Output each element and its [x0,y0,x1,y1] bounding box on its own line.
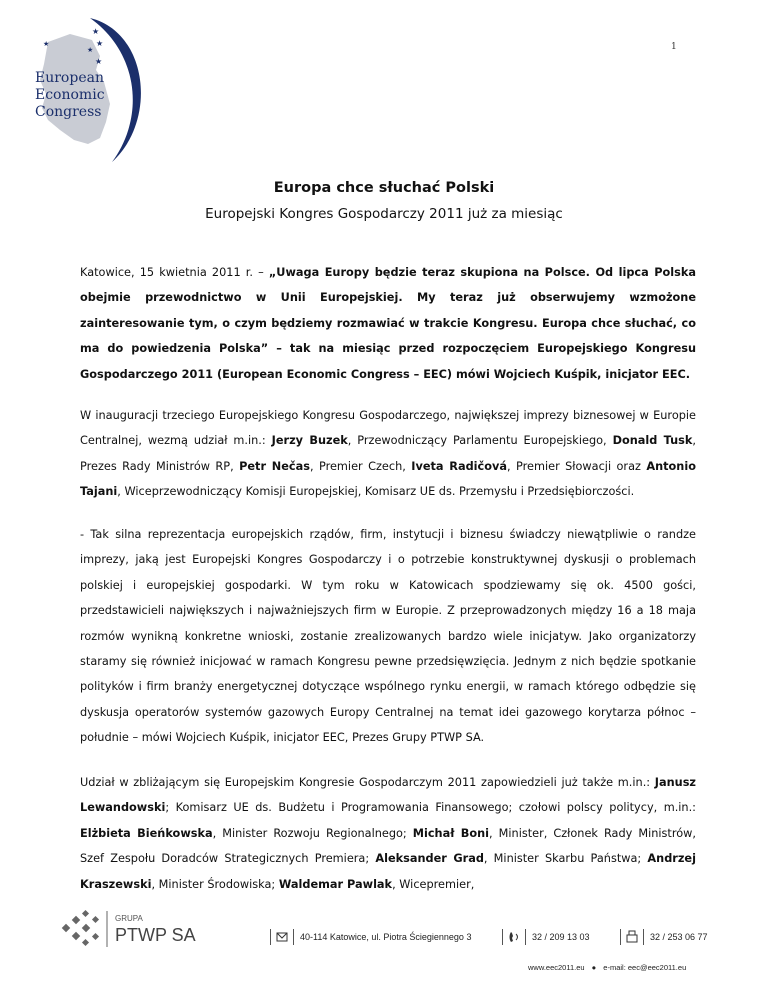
footer-web [528,963,686,972]
person-name: Jerzy Buzek [271,434,348,448]
footer-fax: 32 / 253 06 77 [650,932,708,942]
ptwp-diamond-icon [62,910,99,946]
lead-quote: „Uwaga Europy będzie teraz skupiona na Polsce. Od lipca Polska obejmie przewodnictwo w Unii Europejskiej. My teraz już obserwujemy wzmożone zainteresowanie tym, o czym będziemy rozmawiać w trakcie Kongresu. Europa chce słuchać, co ma do powiedzenia Polska” – tak na miesiąc przed rozpoczęciem Europejskiego Kongresu Gospodarczego 2011 (European Economic Congress – EEC) mówi Wojciech Kuśpik, inicjator EEC. [80,266,696,381]
company-group-label: GRUPA [115,914,143,923]
dateline: Katowice, 15 kwietnia 2011 r. – [80,266,269,279]
fax-icon [620,929,644,945]
company-name: PTWP SA [115,925,196,945]
person-name: Elżbieta Bieńkowska [80,826,213,840]
svg-text:Congress: Congress [35,104,102,120]
person-name: Aleksander Grad [375,852,484,866]
footer-contacts [270,929,720,949]
email-link[interactable]: e-mail: eec@eec2011.eu [603,963,687,972]
person-name: Petr Nečas [239,459,310,473]
person-name: Donald Tusk [612,434,693,448]
svg-text:European: European [35,70,104,86]
separator-dot: ● [591,963,597,972]
person-name: Andrzej Kraszewski [80,852,696,891]
person-name: Janusz Lewandowski [80,776,696,815]
person-name: Waldemar Pawlak [278,877,393,891]
european-economic-congress-logo [30,12,170,170]
person-name: Iveta Radičová [411,459,507,473]
svg-text:★: ★ [95,57,103,66]
paragraph-participants: Udział w zbliżającym się Europejskim Kongresie Gospodarczym 2011 zapowiedzieli już także m.in.: Janusz Lewandowski; Komisarz UE ds. Budżetu i Programowania Finansowego; czołowi polscy politycy, m.in.: Elżbieta Bieńkowska, Minister Rozwoju Regionalnego; Michał Boni, Minister, Członek Rady Ministrów, Szef Zespołu Doradców Strategicznych Premiera; Aleksander Grad, Minister Skarbu Państwa; Andrzej Kraszewski, Minister Środowiska; Waldemar Pawlak, Wicepremier, [80,776,696,891]
svg-text:Economic: Economic [35,87,105,103]
footer-address: 40-114 Katowice, ul. Piotra Ściegiennego 3 [300,932,472,942]
svg-text:★: ★ [96,39,104,48]
website-link[interactable]: www.eec2011.eu [528,963,585,972]
page-number: 1 [671,42,677,52]
paragraph-guests: W inauguracji trzeciego Europejskiego Kongresu Gospodarczego, największej imprezy biznesowej w Europie Centralnej, wezmą udział m.in.: Jerzy Buzek, Przewodniczący Parlamentu Europejskiego, Donald Tusk, Prezes Rady Ministrów RP, Petr Nečas, Premier Czech, Iveta Radičová, Premier Słowacji oraz Antonio Tajani, Wiceprzewodniczący Komisji Europejskiej, Komisarz UE ds. Przemysłu i Przedsiębiorczości. [80,409,696,499]
ptwp-logo [55,907,205,957]
svg-text:★: ★ [92,27,100,36]
footer-phone: 32 / 209 13 03 [532,932,590,942]
phone-icon [502,929,526,945]
paragraph-quote: - Tak silna reprezentacja europejskich rządów, firm, instytucji i biznesu świadczy niewątpliwie o randze imprezy, jaką jest Europejski Kongres Gospodarczy i o potrzebie konstruktywnej dyskusji o problemach polskiej i europejskiej gospodarki. W tym roku w Katowicach spodziewamy się ok. 4500 gości, przedstawicieli największych i najważniejszych firm w Europie. Z przeprowadzonych między 16 a 18 maja rozmów wynikną konkretne wnioski, zostanie zrealizowanych bardzo wiele inicjatyw. Jako organizatorzy staramy się również inicjować w ramach Kongresu pewne przedsięwzięcia. Jednym z nich będzie spotkanie polityków i firm branży energetycznej dotyczące wspólnego rynku energii, w ramach którego odbędzie się dyskusja operatorów systemów gazowych Europy Centralnej na temat idei gazowego korytarza północ – południe – mówi Wojciech Kuśpik, inicjator EEC, Prezes Grupy PTWP SA. [80,528,696,745]
article-title: Europa chce słuchać Polski [273,180,495,196]
person-name: Michał Boni [412,826,490,840]
svg-text:★: ★ [87,46,94,54]
person-name: Antonio Tajani [80,459,696,499]
envelope-icon [270,929,294,945]
lead-paragraph [80,260,696,387]
svg-text:★: ★ [43,40,50,48]
article-subtitle: Europejski Kongres Gospodarczy 2011 już za miesiąc [205,206,563,222]
